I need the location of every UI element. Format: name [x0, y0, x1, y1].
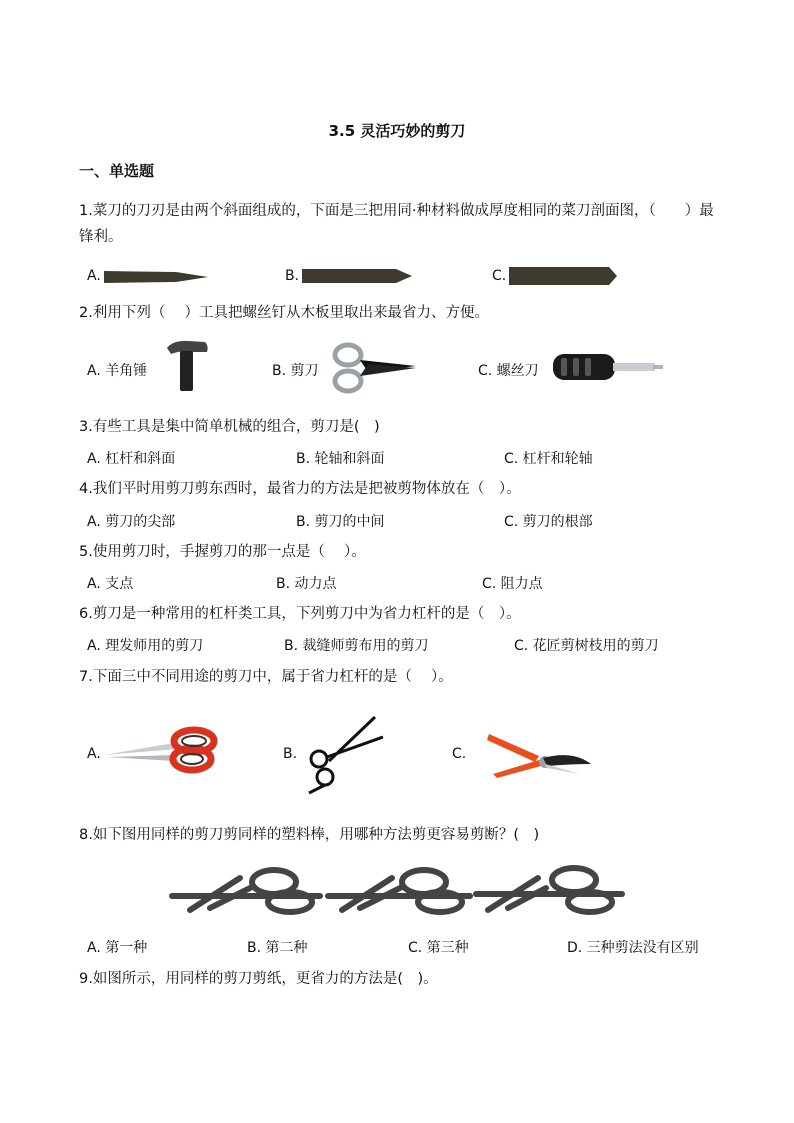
q6-option-c[interactable]: C. 花匠剪树枝用的剪刀: [514, 638, 659, 654]
q5-option-c[interactable]: C. 阻力点: [482, 576, 543, 592]
q4-option-b[interactable]: B. 剪刀的中间: [296, 514, 385, 530]
q7-option-b[interactable]: B.: [283, 746, 298, 762]
page-title: 3.5 灵活巧妙的剪刀: [328, 122, 466, 140]
question-1: 1.菜刀的刀刃是由两个斜面组成的，下面是三把用同·种材料做成厚度相同的菜刀剖面图，（ ）最锋利。: [79, 203, 714, 245]
q2-option-b[interactable]: B. 剪刀: [272, 363, 319, 379]
question-2: 2.利用下列（ ）工具把螺丝钉从木板里取出来最省力、方便。: [79, 305, 489, 321]
blade-section-a-icon: [104, 270, 210, 284]
q3-option-a[interactable]: A. 杠杆和斜面: [87, 451, 176, 467]
q7-option-c[interactable]: C.: [452, 746, 467, 762]
question-6: 6.剪刀是一种常用的杠杆类工具，下列剪刀中为省力杠杆的是（ ）。: [79, 606, 521, 622]
scissors-icon: [332, 342, 418, 394]
blade-section-b-icon: [302, 268, 414, 284]
question-9: 9.如图所示，用同样的剪刀剪纸，更省力的方法是( )。: [79, 971, 438, 987]
screwdriver-icon: [553, 350, 665, 384]
q3-option-c[interactable]: C. 杠杆和轮轴: [504, 451, 593, 467]
q5-option-b[interactable]: B. 动力点: [276, 576, 337, 592]
q1-option-c[interactable]: C.: [492, 268, 507, 284]
q4-option-c[interactable]: C. 剪刀的根部: [504, 514, 593, 530]
q6-option-b[interactable]: B. 裁缝师剪布用的剪刀: [284, 638, 429, 654]
cutting-methods-figure-icon: [170, 862, 626, 918]
claw-hammer-icon: [165, 338, 211, 392]
q8-option-a[interactable]: A. 第一种: [87, 940, 148, 956]
q8-option-d[interactable]: D. 三种剪法没有区别: [567, 940, 699, 956]
question-8: 8.如下图用同样的剪刀剪同样的塑料棒，用哪种方法剪更容易剪断？( ): [79, 827, 540, 843]
hairdresser-scissors-icon: [303, 715, 385, 795]
red-kitchen-scissors-icon: [104, 727, 220, 773]
q6-option-a[interactable]: A. 理发师用的剪刀: [87, 638, 204, 654]
q1-option-a[interactable]: A.: [87, 268, 101, 284]
question-7: 7.下面三中不同用途的剪刀中，属于省力杠杆的是（ ）。: [79, 669, 453, 685]
q7-option-a[interactable]: A.: [87, 746, 101, 762]
q4-option-a[interactable]: A. 剪刀的尖部: [87, 514, 176, 530]
section-heading: 一、单选题: [79, 162, 155, 180]
q8-option-c[interactable]: C. 第三种: [408, 940, 469, 956]
q1-option-b[interactable]: B.: [285, 268, 300, 284]
question-3: 3.有些工具是集中简单机械的组合，剪刀是( ): [79, 419, 380, 435]
question-5: 5.使用剪刀时，手握剪刀的那一点是（ ）。: [79, 544, 366, 560]
q8-option-b[interactable]: B. 第二种: [247, 940, 308, 956]
q3-option-b[interactable]: B. 轮轴和斜面: [296, 451, 385, 467]
question-4: 4.我们平时用剪刀剪东西时，最省力的方法是把被剪物体放在（ ）。: [79, 481, 521, 497]
pruning-shears-icon: [487, 730, 593, 778]
q5-option-a[interactable]: A. 支点: [87, 576, 134, 592]
q2-option-c[interactable]: C. 螺丝刀: [478, 363, 539, 379]
blade-section-c-icon: [509, 267, 619, 285]
q2-option-a[interactable]: A. 羊角锤: [87, 363, 148, 379]
